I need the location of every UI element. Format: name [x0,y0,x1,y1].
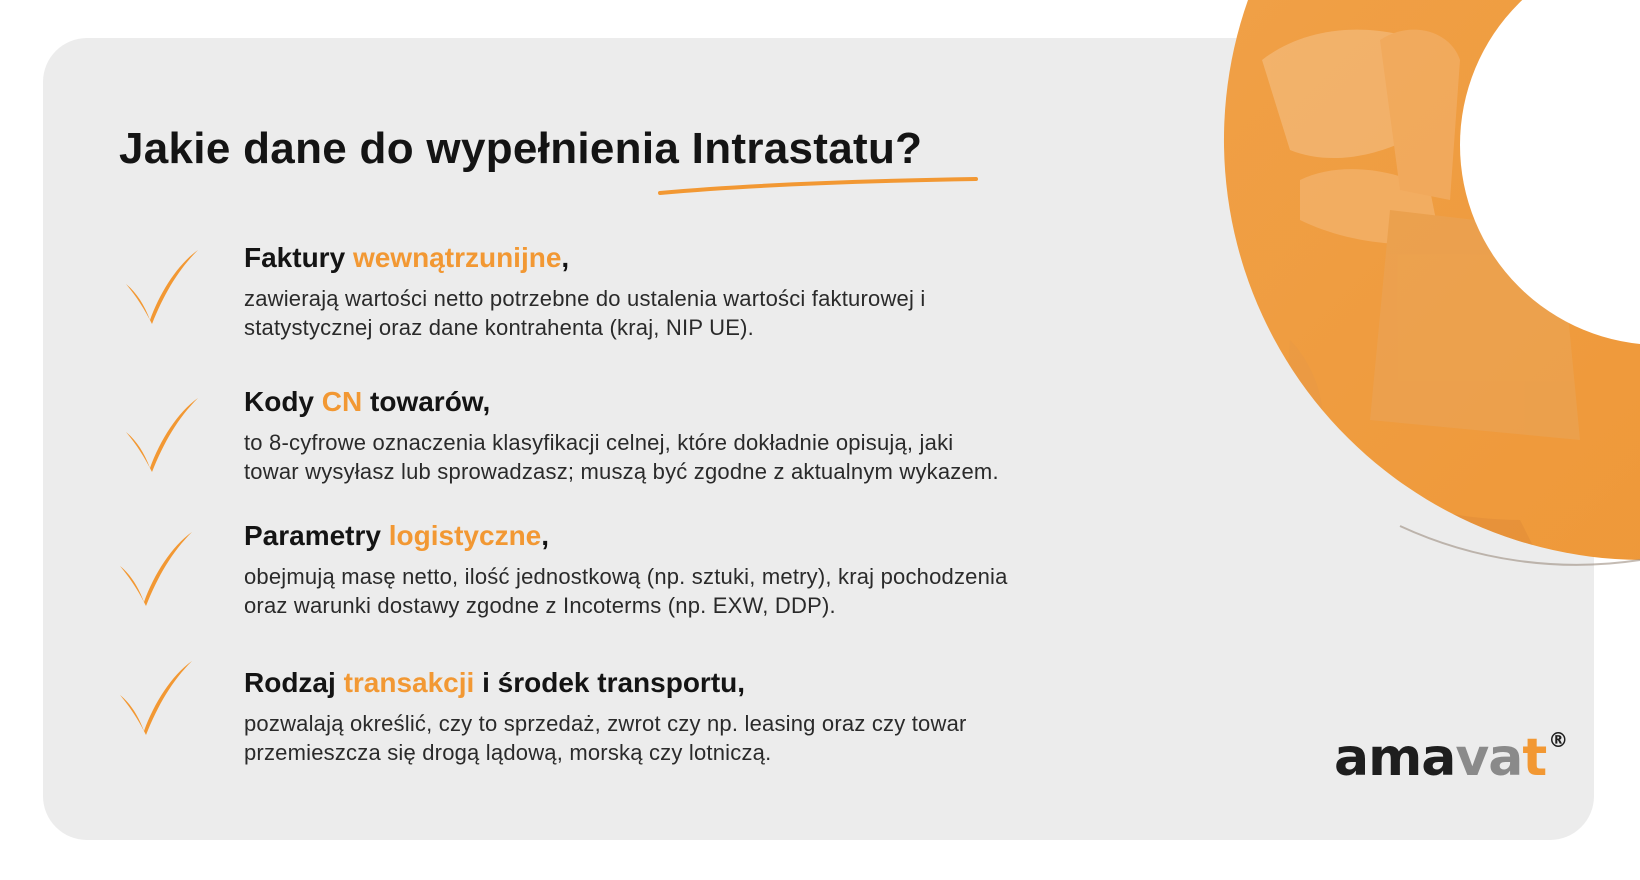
logo-text-gray: va [1455,728,1523,788]
heading-text: Faktury [244,242,353,273]
heading-text-end: , [561,242,570,273]
item-heading [244,520,549,552]
title-underline-decoration [658,173,978,199]
item-description: obejmują masę netto, ilość jednostkową (np. sztuki, metry), kraj pochodzenia oraz warunki dostawy zgodne z Incoterms (np. EXW, DDP). [244,564,1008,618]
checkmark-icon [120,246,200,328]
logo-text-orange: t [1522,728,1547,788]
item-description: pozwalają określić, czy to sprzedaż, zwrot czy np. leasing oraz czy towar przemieszcza się drogą lądową, morską czy lotniczą. [244,711,967,765]
heading-accent-text: CN [321,386,363,417]
logo-text-dark: ama [1334,728,1456,788]
item-description: to 8-cyfrowe oznaczenia klasyfikacji celnej, które dokładnie opisują, jaki towar wysyłasz lub sprowadzasz; muszą być zgodne z aktualnym wykazem. [244,430,999,484]
heading-accent-text: transakcji [343,667,475,698]
item-heading [244,667,745,699]
registered-mark: ® [1548,728,1568,752]
heading-text: Parametry [244,520,389,551]
heading-text-end: towarów, [362,386,491,417]
item-heading [244,386,490,418]
checkmark-icon [114,657,194,739]
heading-text-end: , [541,520,550,551]
page-title: Jakie dane do wypełnienia Intrastatu? [119,124,923,173]
checkmark-icon [114,528,194,610]
heading-text: Kody [244,386,322,417]
item-description: zawierają wartości netto potrzebne do ustalenia wartości fakturowej i statystycznej oraz dane kontrahenta (kraj, NIP UE). [244,286,926,340]
heading-text-end: i środek transportu, [474,667,746,698]
heading-text: Rodzaj [244,667,344,698]
heading-accent-text: wewnątrzunijne [352,242,562,273]
amavat-logo [1334,728,1567,788]
item-heading [244,242,569,274]
checkmark-icon [120,394,200,476]
heading-accent-text: logistyczne [388,520,542,551]
